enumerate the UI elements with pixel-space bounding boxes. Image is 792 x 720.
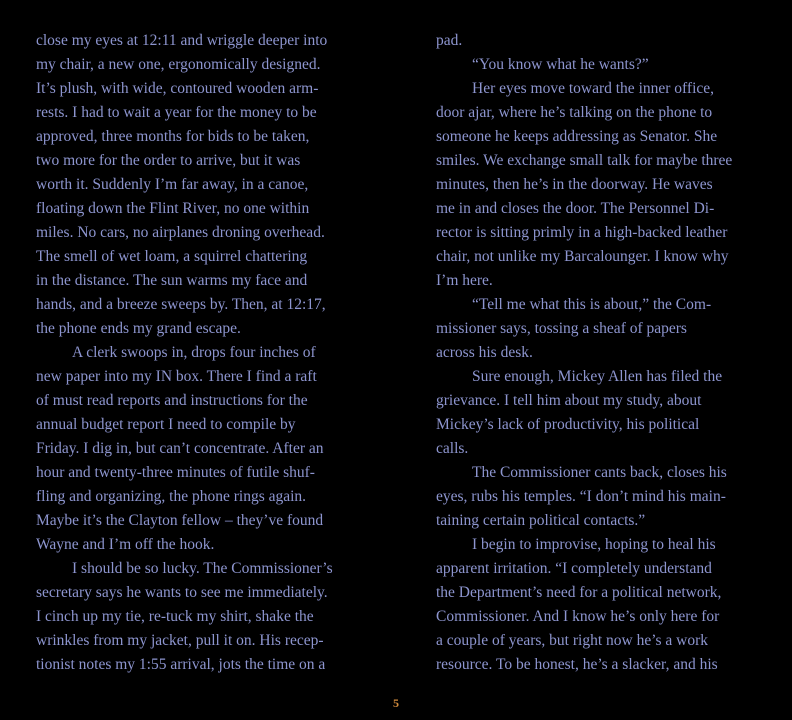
text-line: wrinkles from my jacket, pull it on. His recep- bbox=[36, 632, 324, 649]
text-line: Wayne and I’m off the hook. bbox=[36, 536, 215, 553]
text-line: rests. I had to wait a year for the money to be bbox=[36, 104, 317, 121]
right-text-column bbox=[436, 29, 766, 677]
text-line: missioner says, tossing a sheaf of papers bbox=[436, 320, 687, 337]
text-line: Mickey’s lack of productivity, his political bbox=[436, 416, 700, 433]
text-line: a couple of years, but right now he’s a work bbox=[436, 632, 709, 649]
text-line: calls. bbox=[436, 440, 469, 457]
text-line: minutes, then he’s in the doorway. He waves bbox=[436, 176, 713, 193]
text-line: worth it. Suddenly I’m far away, in a canoe, bbox=[36, 176, 309, 193]
text-line: fling and organizing, the phone rings again. bbox=[36, 488, 307, 505]
text-line: rector is sitting primly in a high-backed leather bbox=[436, 224, 728, 241]
paragraph-first-line: The Commissioner cants back, closes his bbox=[472, 464, 727, 481]
text-line: two more for the order to arrive, but it was bbox=[36, 152, 301, 169]
text-line: someone he keeps addressing as Senator. She bbox=[436, 128, 718, 145]
text-line: taining certain political contacts.” bbox=[436, 512, 646, 529]
paragraph-first-line: Her eyes move toward the inner office, bbox=[472, 80, 715, 97]
text-line: Commissioner. And I know he’s only here for bbox=[436, 608, 720, 625]
text-line: the phone ends my grand escape. bbox=[36, 320, 241, 337]
text-line: grievance. I tell him about my study, about bbox=[436, 392, 702, 409]
text-line: in the distance. The sun warms my face and bbox=[36, 272, 308, 289]
text-line: the Department’s need for a political network, bbox=[436, 584, 722, 601]
text-line: door ajar, where he’s talking on the phone to bbox=[436, 104, 713, 121]
text-line: miles. No cars, no airplanes droning overhead. bbox=[36, 224, 325, 241]
text-line: me in and closes the door. The Personnel Di- bbox=[436, 200, 715, 217]
text-line: Maybe it’s the Clayton fellow – they’ve found bbox=[36, 512, 324, 529]
paragraph-first-line: “You know what he wants?” bbox=[472, 56, 649, 73]
text-line: new paper into my IN box. There I find a raft bbox=[36, 368, 317, 385]
text-line: chair, not unlike my Barcalounger. I know why bbox=[436, 248, 729, 265]
text-line: annual budget report I need to compile by bbox=[36, 416, 296, 433]
text-line: of must read reports and instructions for the bbox=[36, 392, 308, 409]
paragraph-first-line: Sure enough, Mickey Allen has filed the bbox=[472, 368, 723, 385]
text-line: apparent irritation. “I completely understand bbox=[436, 560, 712, 577]
text-line: floating down the Flint River, no one within bbox=[36, 200, 310, 217]
text-line: The smell of wet loam, a squirrel chattering bbox=[36, 248, 308, 265]
text-line: pad. bbox=[436, 32, 463, 49]
text-line: Friday. I dig in, but can’t concentrate. After an bbox=[36, 440, 324, 457]
text-line: my chair, a new one, ergonomically designed. bbox=[36, 56, 321, 73]
paragraph-first-line: “Tell me what this is about,” the Com- bbox=[472, 296, 712, 313]
text-line: smiles. We exchange small talk for maybe three bbox=[436, 152, 733, 169]
text-line: It’s plush, with wide, contoured wooden arm- bbox=[36, 80, 319, 97]
paragraph-first-line: I should be so lucky. The Commissioner’s bbox=[72, 560, 333, 577]
text-line: hands, and a breeze sweeps by. Then, at 12:17, bbox=[36, 296, 326, 313]
text-line: I cinch up my tie, re-tuck my shirt, shake the bbox=[36, 608, 314, 625]
text-line: hour and twenty-three minutes of futile shuf- bbox=[36, 464, 315, 481]
left-text-column bbox=[36, 29, 366, 677]
text-line: approved, three months for bids to be taken, bbox=[36, 128, 310, 145]
text-line: close my eyes at 12:11 and wriggle deeper into bbox=[36, 32, 328, 49]
paragraph-first-line: A clerk swoops in, drops four inches of bbox=[72, 344, 316, 361]
text-line: secretary says he wants to see me immediately. bbox=[36, 584, 328, 601]
text-line: tionist notes my 1:55 arrival, jots the time on a bbox=[36, 656, 326, 673]
page-number: 5 bbox=[393, 696, 399, 710]
text-line: across his desk. bbox=[436, 344, 533, 361]
paragraph-first-line: I begin to improvise, hoping to heal his bbox=[472, 536, 716, 553]
text-line: resource. To be honest, he’s a slacker, and his bbox=[436, 656, 718, 673]
text-line: eyes, rubs his temples. “I don’t mind his main- bbox=[436, 488, 726, 505]
text-line: I’m here. bbox=[436, 272, 493, 289]
